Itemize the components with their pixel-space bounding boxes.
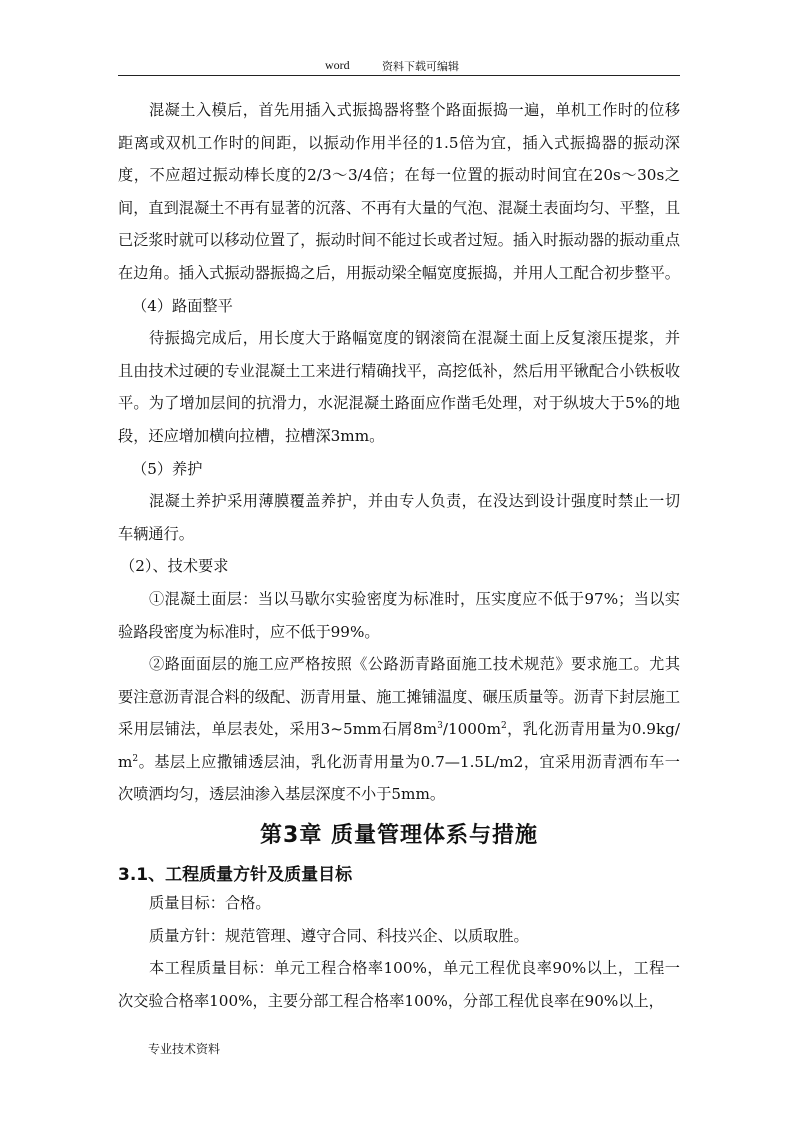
header-word-label: word — [325, 58, 350, 72]
paragraph-requirement-1: ①混凝土面层：当以马歇尔实验密度为标准时，压实度应不低于97%；当以实验路段密度为标准时，应不低于99%。 — [118, 589, 680, 641]
paragraph-leveling: 待振捣完成后，用长度大于路幅宽度的钢滚筒在混凝土面上反复滚压提浆，并且由技术过硬的专业混凝土工来进行精确找平，高挖低补，然后用平锹配合小铁板收平。为了增加层间的抗滑力，水泥混凝土路面应作凿毛处理，对于纵坡大于5%的地段，还应增加横向拉槽，拉槽深3mm。 — [118, 329, 680, 445]
req2-part-a: ②路面面层的施工应严格按照《公路沥青路面施工技术规范》要求施工。尤其要注意沥青混合料的级配、沥青用量、施工摊铺温度、碾压质量等。沥青下封层施工采用层铺法，单层表处，采用3~5mm石屑8m — [118, 655, 680, 739]
quality-goal: 质量目标：合格。 — [149, 894, 271, 912]
req2-part-c: ，乳化沥青用量为0.9kg/m — [118, 720, 681, 771]
page-footer: 专业技术资料 — [148, 1042, 221, 1056]
heading-technical-requirements: （2）、技术要求 — [120, 557, 229, 576]
heading-curing: （5）养护 — [132, 459, 203, 478]
section-title: 3.1、工程质量方针及质量目标 — [118, 865, 353, 885]
req2-part-d: 。基层上应撒铺透层油，乳化沥青用量为0.7—1.5L/m2，宜采用沥青洒布车一次喷洒均匀，透层油渗入基层深度不小于5mm。 — [118, 752, 680, 804]
req2-part-b: /1000m — [442, 720, 501, 739]
paragraph-quality-targets: 本工程质量目标：单元工程合格率100%，单元工程优良率90%以上，工程一次交验合格率100%，主要分部工程合格率100%，分部工程优良率在90%以上， — [118, 959, 680, 1010]
paragraph-curing: 混凝土养护采用薄膜覆盖养护，并由专人负责，在没达到设计强度时禁止一切车辆通行。 — [118, 492, 680, 543]
quality-policy: 质量方针：规范管理、遵守合同、科技兴企、以质取胜。 — [149, 926, 529, 945]
paragraph-vibration: 混凝土入模后，首先用插入式振捣器将整个路面振捣一遍，单机工作时的位移距离或双机工作时的间距，以振动作用半径的1.5倍为宜，插入式振捣器的振动深度，不应超过振动棒长度的2/3～3/4倍；在每一位置的振动时间宜在20s～30s之间，直到混凝土不再有显著的沉落、不再有大量的气泡、混凝土表面均匀、平整，且已泛浆时就可以移动位置了，振动时间不能过长或者过短。插入时振动器的振动重点在边角。插入式振动器振捣之后，用振动梁全幅宽度振捣，并用人工配合初步整平。 — [118, 101, 680, 282]
page-header — [118, 55, 680, 76]
chapter-title: 第3章 质量管理体系与措施 — [260, 823, 538, 848]
heading-road-leveling: （4）路面整平 — [132, 296, 233, 315]
header-editable-label: 资料下载可编辑 — [382, 60, 459, 73]
body-text — [118, 94, 680, 811]
req2-sup-2: 2 — [501, 721, 507, 732]
paragraph-requirement-2 — [118, 648, 680, 811]
req2-sup-1: 3 — [437, 721, 443, 732]
req2-sup-3: 2 — [132, 753, 139, 764]
section-body — [118, 887, 680, 1017]
